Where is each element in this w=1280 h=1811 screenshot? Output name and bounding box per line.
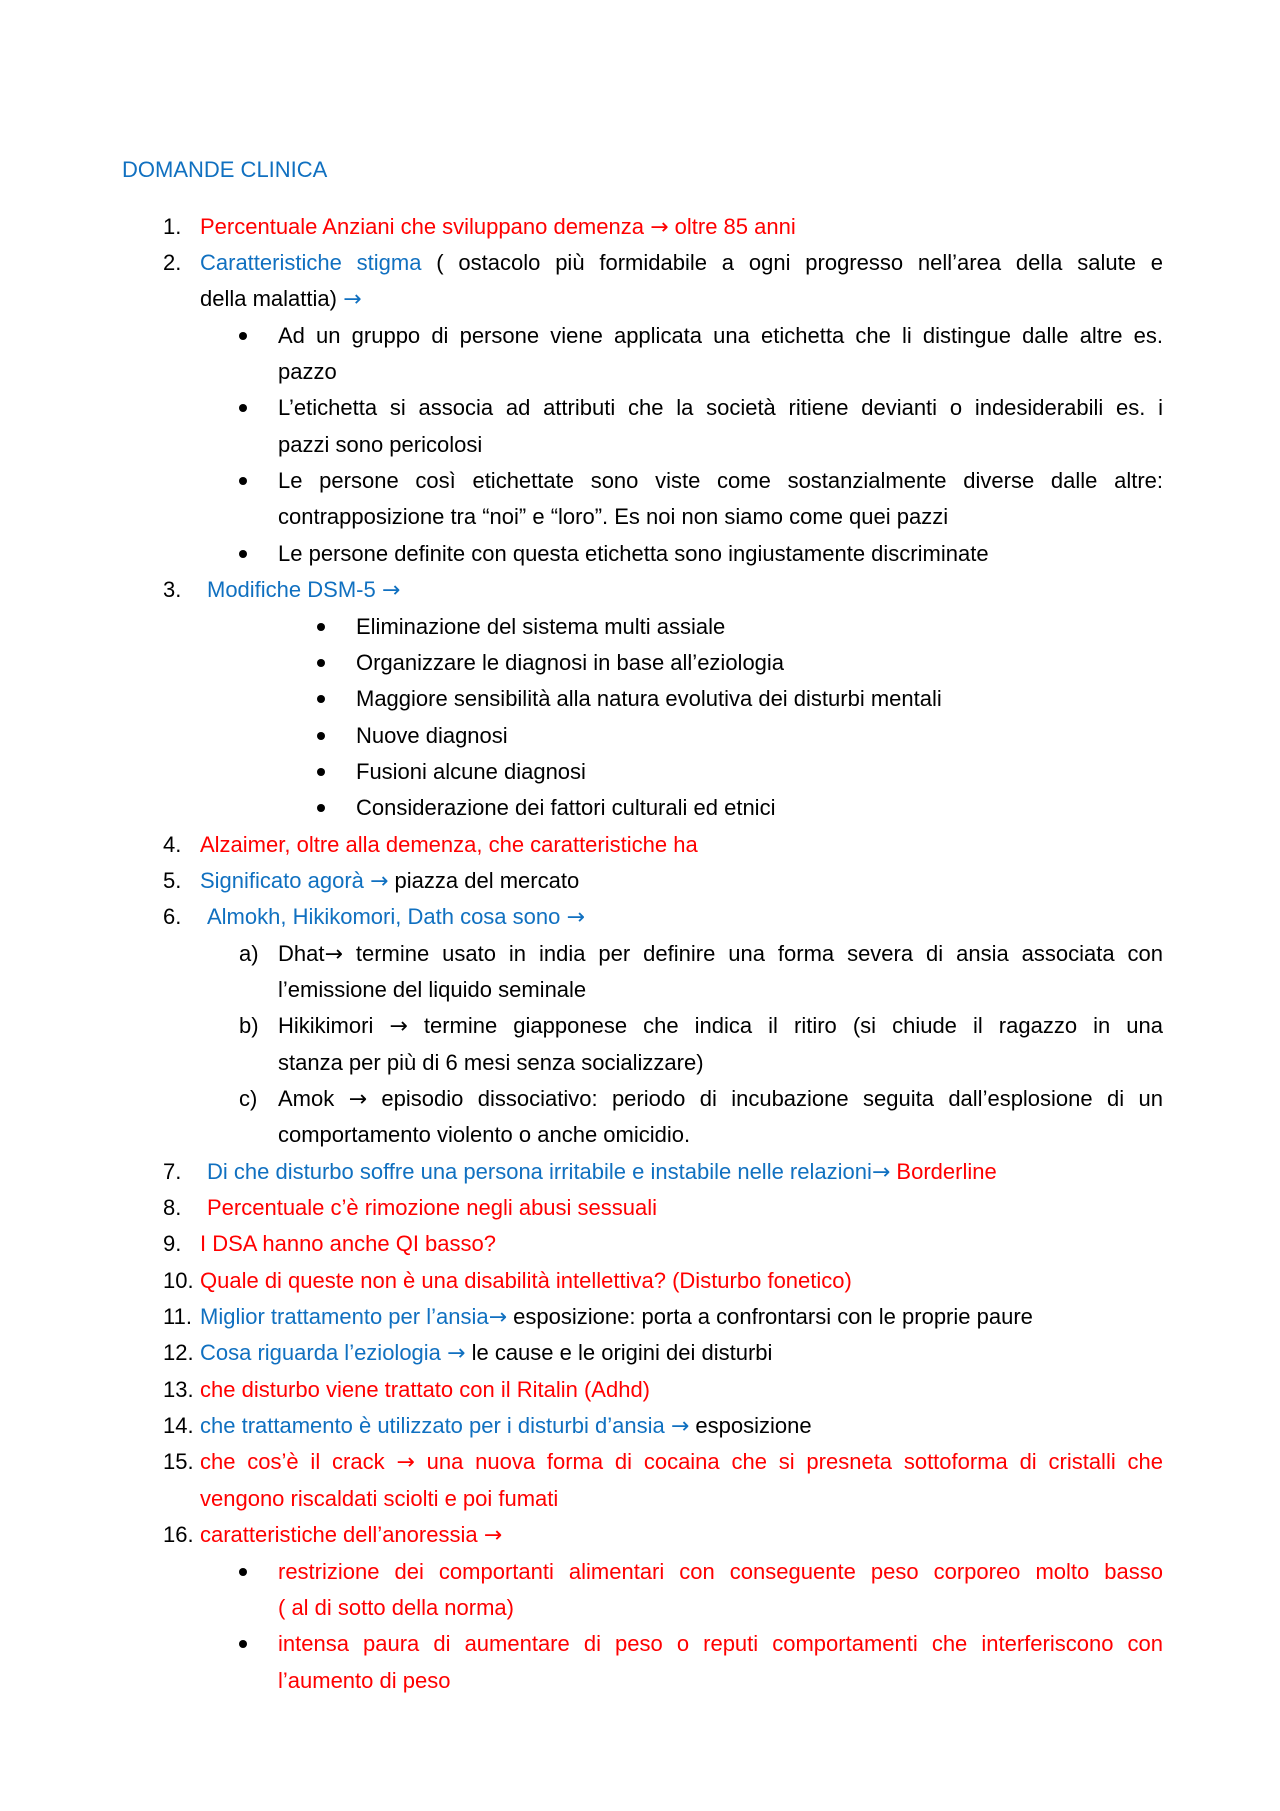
item-number: 12. <box>163 1340 194 1365</box>
bullet-text: Ad un gruppo di persone viene applicata una etichetta che li distingue dalle altre es. <box>278 323 1163 348</box>
sub-item-term: Dhat <box>278 941 325 966</box>
bullet-text: restrizione dei comportanti alimentari con conseguente peso corporeo molto basso <box>278 1559 1163 1584</box>
bullet-text: Maggiore sensibilità alla natura evolutiva dei disturbi mentali <box>356 686 942 711</box>
list-item <box>200 867 579 896</box>
bullet-icon <box>239 540 247 558</box>
item-number: 10. <box>163 1268 194 1293</box>
question-text: caratteristiche dell’anoressia <box>200 1522 484 1547</box>
bullet-icon <box>317 685 325 703</box>
answer-text: le cause e le origini dei disturbi <box>465 1340 773 1365</box>
question-text: Miglior trattamento per l’ansia <box>200 1304 489 1329</box>
answer-text: oltre 85 anni <box>668 214 796 239</box>
list-item <box>200 213 796 242</box>
question-text: Quale di queste non è una disabilità intellettiva? (Disturbo fonetico) <box>200 1268 852 1293</box>
question-detail: ( ostacolo più formidabile a ogni progresso nell’area della salute e <box>421 250 1163 275</box>
arrow-icon: → <box>488 1305 508 1330</box>
question-text: Caratteristiche stigma <box>200 250 422 275</box>
question-text: Percentuale c’è rimozione negli abusi sessuali <box>207 1195 658 1220</box>
question-text: Almokh, Hikikomori, Dath cosa sono <box>207 904 567 929</box>
question-text: che trattamento è utilizzato per i disturbi d’ansia <box>200 1413 671 1438</box>
item-number: 7. <box>163 1159 182 1184</box>
bullet-icon <box>317 649 325 667</box>
arrow-icon: → <box>381 578 401 603</box>
bullet-text: ( al di sotto della norma) <box>278 1595 514 1620</box>
item-number: 8. <box>163 1195 182 1220</box>
sub-item-text <box>278 1085 1163 1114</box>
list-item-continuation <box>200 285 362 314</box>
item-number: 3. <box>163 577 182 602</box>
question-text: Alzaimer, oltre alla demenza, che caratteristiche ha <box>200 832 698 857</box>
bullet-text: Nuove diagnosi <box>356 723 508 748</box>
list-item <box>200 1339 772 1368</box>
sub-item-text <box>278 940 1163 969</box>
item-number: 4. <box>163 832 182 857</box>
bullet-text: l’aumento di peso <box>278 1668 451 1693</box>
bullet-icon <box>317 794 325 812</box>
item-number: 5. <box>163 868 182 893</box>
list-item <box>200 1412 812 1441</box>
answer-text: vengono riscaldati sciolti e poi fumati <box>200 1486 559 1511</box>
sub-item-letter: a) <box>239 941 259 966</box>
bullet-icon <box>239 1630 247 1648</box>
sub-item-text: stanza per più di 6 mesi senza socializzare) <box>278 1050 704 1075</box>
bullet-text: L’etichetta si associa ad attributi che la società ritiene devianti o indesiderabili es. i <box>278 395 1163 420</box>
sub-item-term: Amok <box>278 1086 349 1111</box>
arrow-icon: → <box>396 1450 415 1475</box>
arrow-icon: → <box>343 287 362 312</box>
answer-text: piazza del mercato <box>388 868 580 893</box>
arrow-icon: → <box>389 1014 408 1039</box>
arrow-icon: → <box>483 1523 503 1548</box>
sub-item-letter: b) <box>239 1013 259 1038</box>
bullet-text: Considerazione dei fattori culturali ed etnici <box>356 795 776 820</box>
item-number: 9. <box>163 1231 182 1256</box>
question-text: Significato agorà <box>200 868 370 893</box>
item-number: 16. <box>163 1522 194 1547</box>
item-number: 13. <box>163 1377 194 1402</box>
bullet-text: Le persone così etichettate sono viste come sostanzialmente diverse dalle altre: <box>278 468 1163 493</box>
answer-text: una nuova forma di cocaina che si presneta sottoforma di cristalli che <box>414 1449 1163 1474</box>
bullet-text: pazzo <box>278 359 337 384</box>
bullet-text: Eliminazione del sistema multi assiale <box>356 614 726 639</box>
question-text: Percentuale Anziani che sviluppano demenza <box>200 214 651 239</box>
question-text: I DSA hanno anche QI basso? <box>200 1231 496 1256</box>
sub-item-definition: termine giapponese che indica il ritiro (si chiude il ragazzo in una <box>407 1013 1163 1038</box>
sub-item-text: comportamento violento o anche omicidio. <box>278 1122 691 1147</box>
item-number: 1. <box>163 214 182 239</box>
sub-item-definition: termine usato in india per definire una forma severa di ansia associata con <box>342 941 1163 966</box>
question-detail: della malattia) <box>200 286 344 311</box>
arrow-icon: → <box>650 215 669 240</box>
bullet-icon <box>239 394 247 412</box>
bullet-text: intensa paura di aumentare di peso o reputi comportamenti che interferiscono con <box>278 1631 1163 1656</box>
arrow-icon: → <box>324 942 343 967</box>
bullet-text: pazzi sono pericolosi <box>278 432 483 457</box>
question-text: che disturbo viene trattato con il Ritalin (Adhd) <box>200 1377 651 1402</box>
question-text: Modifiche DSM-5 <box>207 577 382 602</box>
bullet-icon <box>317 613 325 631</box>
list-item <box>200 1521 502 1550</box>
arrow-icon: → <box>447 1341 466 1366</box>
question-text: Cosa riguarda l’eziologia <box>200 1340 448 1365</box>
sub-item-letter: c) <box>239 1086 258 1111</box>
bullet-text: Fusioni alcune diagnosi <box>356 759 586 784</box>
list-item <box>200 249 1163 277</box>
answer-text: Borderline <box>890 1159 997 1184</box>
question-text: che cos’è il crack <box>200 1449 397 1474</box>
bullet-icon <box>317 722 325 740</box>
sub-item-term: Hikikimori <box>278 1013 390 1038</box>
list-item <box>200 1303 1033 1332</box>
list-item <box>207 1158 997 1187</box>
bullet-icon <box>239 467 247 485</box>
bullet-icon <box>317 758 325 776</box>
item-number: 2. <box>163 250 182 275</box>
sub-item-definition: episodio dissociativo: periodo di incubazione seguita dall’esplosione di un <box>367 1086 1163 1111</box>
item-number: 14. <box>163 1413 194 1438</box>
arrow-icon: → <box>348 1087 368 1112</box>
question-text: Di che disturbo soffre una persona irritabile e instabile nelle relazioni <box>207 1159 872 1184</box>
arrow-icon: → <box>566 905 585 930</box>
list-item <box>207 576 400 605</box>
answer-text: esposizione: porta a confrontarsi con le proprie paure <box>507 1304 1033 1329</box>
page-title: DOMANDE CLINICA <box>122 157 328 182</box>
bullet-text: Organizzare le diagnosi in base all’eziologia <box>356 650 785 675</box>
bullet-text: contrapposizione tra “noi” e “loro”. Es noi non siamo come quei pazzi <box>278 504 949 529</box>
sub-item-text <box>278 1012 1163 1041</box>
bullet-text: Le persone definite con questa etichetta sono ingiustamente discriminate <box>278 541 989 566</box>
list-item <box>200 1448 1163 1477</box>
sub-item-text: l’emissione del liquido seminale <box>278 977 587 1002</box>
bullet-icon <box>239 322 247 340</box>
list-item <box>207 903 585 932</box>
arrow-icon: → <box>871 1160 891 1185</box>
item-number: 6. <box>163 904 182 929</box>
arrow-icon: → <box>670 1414 690 1439</box>
arrow-icon: → <box>370 869 389 894</box>
bullet-icon <box>239 1558 247 1576</box>
answer-text: esposizione <box>689 1413 812 1438</box>
item-number: 11. <box>163 1304 192 1329</box>
item-number: 15. <box>163 1449 194 1474</box>
